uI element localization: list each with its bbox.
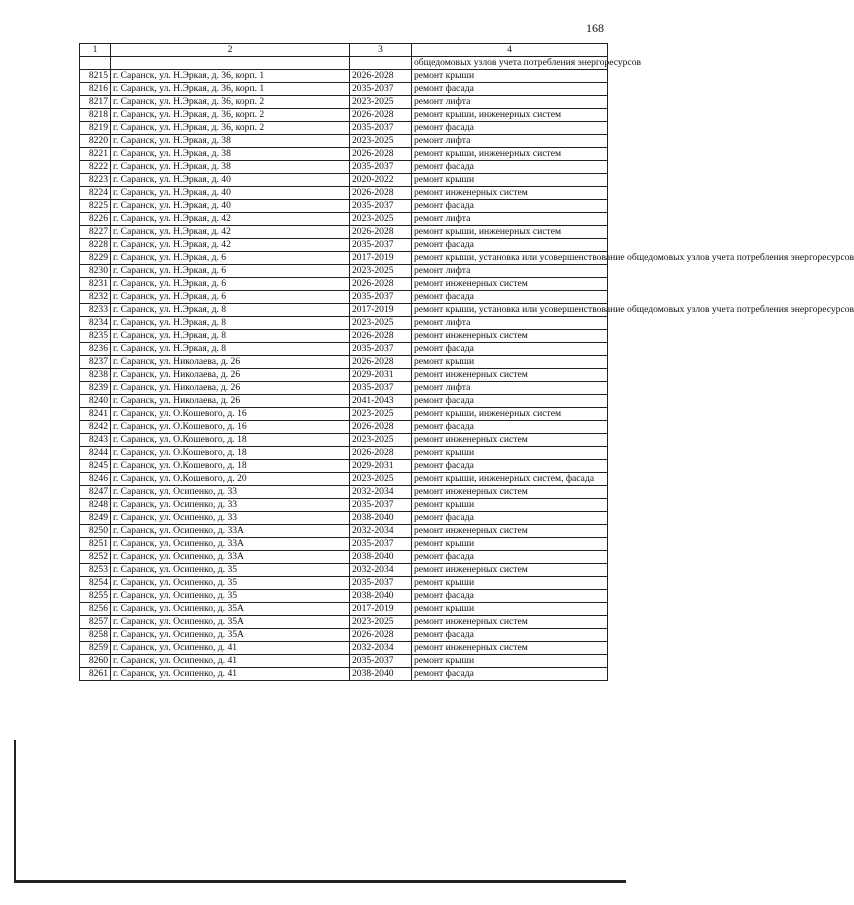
row-work-type: ремонт фасада (412, 291, 608, 304)
table-row (80, 655, 608, 668)
row-number: 8246 (80, 473, 111, 486)
row-number: 8252 (80, 551, 111, 564)
row-number: 8215 (80, 70, 111, 83)
row-address: г. Саранск, ул. Николаева, д. 26 (111, 369, 350, 382)
row-period: 2023-2025 (350, 265, 412, 278)
row-address: г. Саранск, ул. Н.Эркая, д. 6 (111, 291, 350, 304)
row-period: 2035-2037 (350, 382, 412, 395)
row-number: 8237 (80, 356, 111, 369)
row-number: 8220 (80, 135, 111, 148)
row-address: г. Саранск, ул. Н.Эркая, д. 6 (111, 265, 350, 278)
row-address: г. Саранск, ул. Н.Эркая, д. 38 (111, 161, 350, 174)
scan-edge-left (14, 740, 16, 883)
row-address: г. Саранск, ул. О.Кошевого, д. 16 (111, 408, 350, 421)
row-work-type: ремонт крыши, инженерных систем, фасада (412, 473, 608, 486)
row-work-type: ремонт фасада (412, 395, 608, 408)
row-number: 8228 (80, 239, 111, 252)
row-period: 2035-2037 (350, 161, 412, 174)
row-work-type: ремонт лифта (412, 213, 608, 226)
row-address: г. Саранск, ул. Осипенко, д. 33А (111, 551, 350, 564)
row-address: г. Саранск, ул. Осипенко, д. 33 (111, 486, 350, 499)
row-work-type: ремонт фасада (412, 239, 608, 252)
row-address: г. Саранск, ул. Н.Эркая, д. 42 (111, 213, 350, 226)
row-number: 8234 (80, 317, 111, 330)
row-work-type: ремонт крыши, инженерных систем (412, 109, 608, 122)
row-address: г. Саранск, ул. Осипенко, д. 41 (111, 655, 350, 668)
table-row (80, 109, 608, 122)
row-work-type: ремонт фасада (412, 668, 608, 681)
row-work-type: ремонт крыши (412, 447, 608, 460)
row-number: 8221 (80, 148, 111, 161)
row-address: г. Саранск, ул. Н.Эркая, д. 8 (111, 304, 350, 317)
table-row (80, 304, 608, 317)
row-period: 2038-2040 (350, 668, 412, 681)
row-work-type: ремонт крыши, установка или усовершенствование общедомовых узлов учета потребления энергоресурсов (412, 304, 608, 317)
row-address: г. Саранск, ул. Николаева, д. 26 (111, 382, 350, 395)
table-row (80, 70, 608, 83)
row-address: г. Саранск, ул. Н.Эркая, д. 40 (111, 187, 350, 200)
row-work-type: ремонт лифта (412, 135, 608, 148)
row-work-type: ремонт фасада (412, 551, 608, 564)
row-number: 8255 (80, 590, 111, 603)
row-work-type: ремонт лифта (412, 96, 608, 109)
row-address: г. Саранск, ул. Н.Эркая, д. 8 (111, 330, 350, 343)
row-address: г. Саранск, ул. Осипенко, д. 35 (111, 590, 350, 603)
row-period: 2035-2037 (350, 239, 412, 252)
row-address: г. Саранск, ул. Н.Эркая, д. 36, корп. 1 (111, 70, 350, 83)
row-work-type: ремонт лифта (412, 317, 608, 330)
row-number: 8245 (80, 460, 111, 473)
table-row (80, 96, 608, 109)
scan-edge-bottom (14, 880, 626, 883)
row-number: 8241 (80, 408, 111, 421)
row-period: 2023-2025 (350, 434, 412, 447)
table-row (80, 629, 608, 642)
row-address: г. Саранск, ул. Осипенко, д. 35А (111, 603, 350, 616)
row-work-type: ремонт лифта (412, 382, 608, 395)
row-number: 8247 (80, 486, 111, 499)
row-address: г. Саранск, ул. Н.Эркая, д. 36, корп. 2 (111, 122, 350, 135)
row-work-type: ремонт крыши (412, 577, 608, 590)
table-row (80, 577, 608, 590)
row-address: г. Саранск, ул. О.Кошевого, д. 18 (111, 460, 350, 473)
row-address: г. Саранск, ул. Осипенко, д. 35А (111, 629, 350, 642)
table-row (80, 135, 608, 148)
row-address: г. Саранск, ул. Н.Эркая, д. 8 (111, 317, 350, 330)
row-period: 2029-2031 (350, 460, 412, 473)
row-address: г. Саранск, ул. Николаева, д. 26 (111, 356, 350, 369)
table-row (80, 473, 608, 486)
table-row (80, 525, 608, 538)
table-row (80, 616, 608, 629)
table-row (80, 590, 608, 603)
row-number: 8257 (80, 616, 111, 629)
row-number (80, 57, 111, 70)
table-row (80, 421, 608, 434)
row-work-type: ремонт инженерных систем (412, 434, 608, 447)
row-period: 2035-2037 (350, 83, 412, 96)
row-number: 8242 (80, 421, 111, 434)
row-number: 8218 (80, 109, 111, 122)
row-number: 8217 (80, 96, 111, 109)
row-work-type: ремонт инженерных систем (412, 525, 608, 538)
row-address: г. Саранск, ул. Н.Эркая, д. 36, корп. 2 (111, 109, 350, 122)
row-number: 8260 (80, 655, 111, 668)
row-address: г. Саранск, ул. Осипенко, д. 33 (111, 512, 350, 525)
table-row (80, 57, 608, 70)
table-row (80, 252, 608, 265)
row-work-type: ремонт фасада (412, 512, 608, 525)
row-period: 2023-2025 (350, 317, 412, 330)
capital-repair-table (79, 43, 854, 681)
row-number: 8240 (80, 395, 111, 408)
row-work-type: ремонт крыши (412, 603, 608, 616)
table-row (80, 291, 608, 304)
table-row (80, 265, 608, 278)
row-period: 2038-2040 (350, 551, 412, 564)
table-row (80, 278, 608, 291)
row-address: г. Саранск, ул. Осипенко, д. 35А (111, 616, 350, 629)
row-work-type: ремонт крыши, инженерных систем (412, 408, 608, 421)
row-number: 8222 (80, 161, 111, 174)
table-row (80, 499, 608, 512)
table-row (80, 174, 608, 187)
row-address: г. Саранск, ул. Осипенко, д. 33А (111, 538, 350, 551)
table-row (80, 239, 608, 252)
row-period: 2038-2040 (350, 590, 412, 603)
row-number: 8232 (80, 291, 111, 304)
row-period: 2023-2025 (350, 96, 412, 109)
row-work-type: ремонт инженерных систем (412, 486, 608, 499)
row-number: 8229 (80, 252, 111, 265)
table-row (80, 551, 608, 564)
row-address: г. Саранск, ул. Н.Эркая, д. 38 (111, 135, 350, 148)
row-work-type: ремонт инженерных систем (412, 369, 608, 382)
row-address: г. Саранск, ул. Н.Эркая, д. 40 (111, 200, 350, 213)
header-col-3: 3 (350, 44, 412, 57)
row-period: 2026-2028 (350, 226, 412, 239)
row-number: 8253 (80, 564, 111, 577)
row-work-type: ремонт инженерных систем (412, 616, 608, 629)
row-work-type: ремонт инженерных систем (412, 564, 608, 577)
row-work-type: ремонт крыши, установка или усовершенствование общедомовых узлов учета потребления энергоресурсов (412, 252, 608, 265)
header-col-4: 4 (412, 44, 608, 57)
row-period: 2017-2019 (350, 304, 412, 317)
row-address: г. Саранск, ул. Осипенко, д. 41 (111, 642, 350, 655)
row-period: 2029-2031 (350, 369, 412, 382)
row-work-type: ремонт инженерных систем (412, 642, 608, 655)
row-number: 8248 (80, 499, 111, 512)
table-row (80, 382, 608, 395)
row-address: г. Саранск, ул. Осипенко, д. 33 (111, 499, 350, 512)
row-number: 8258 (80, 629, 111, 642)
row-work-type: ремонт фасада (412, 122, 608, 135)
row-address: г. Саранск, ул. О.Кошевого, д. 20 (111, 473, 350, 486)
row-number: 8230 (80, 265, 111, 278)
header-row (80, 44, 608, 57)
row-address: г. Саранск, ул. Н.Эркая, д. 36, корп. 1 (111, 83, 350, 96)
row-work-type: ремонт крыши, инженерных систем (412, 148, 608, 161)
table-row (80, 668, 608, 681)
row-work-type: ремонт инженерных систем (412, 278, 608, 291)
row-period: 2035-2037 (350, 291, 412, 304)
row-address: г. Саранск, ул. Осипенко, д. 35 (111, 564, 350, 577)
header-col-1: 1 (80, 44, 111, 57)
row-number: 8227 (80, 226, 111, 239)
row-address: г. Саранск, ул. Осипенко, д. 41 (111, 668, 350, 681)
row-number: 8226 (80, 213, 111, 226)
row-number: 8236 (80, 343, 111, 356)
row-number: 8223 (80, 174, 111, 187)
row-period: 2017-2019 (350, 252, 412, 265)
page-number: 168 (586, 21, 604, 35)
table-row (80, 538, 608, 551)
row-address: г. Саранск, ул. Н.Эркая, д. 42 (111, 239, 350, 252)
row-address: г. Саранск, ул. О.Кошевого, д. 18 (111, 447, 350, 460)
row-period: 2035-2037 (350, 655, 412, 668)
row-work-type: ремонт фасада (412, 161, 608, 174)
row-period: 2035-2037 (350, 577, 412, 590)
row-work-type: ремонт фасада (412, 460, 608, 473)
table-row (80, 434, 608, 447)
row-address: г. Саранск, ул. Н.Эркая, д. 6 (111, 278, 350, 291)
row-number: 8254 (80, 577, 111, 590)
row-period: 2035-2037 (350, 200, 412, 213)
row-address: г. Саранск, ул. Н.Эркая, д. 42 (111, 226, 350, 239)
table-row (80, 187, 608, 200)
row-work-type: общедомовых узлов учета потребления энергоресурсов (412, 57, 608, 70)
row-work-type: ремонт фасада (412, 200, 608, 213)
row-period: 2017-2019 (350, 603, 412, 616)
row-number: 8235 (80, 330, 111, 343)
table-row (80, 83, 608, 96)
row-address: г. Саранск, ул. О.Кошевого, д. 16 (111, 421, 350, 434)
row-number: 8250 (80, 525, 111, 538)
row-work-type: ремонт крыши (412, 499, 608, 512)
table-row (80, 603, 608, 616)
row-period: 2026-2028 (350, 629, 412, 642)
table-row (80, 408, 608, 421)
row-number: 8239 (80, 382, 111, 395)
row-work-type: ремонт крыши (412, 356, 608, 369)
row-period: 2041-2043 (350, 395, 412, 408)
row-period: 2023-2025 (350, 616, 412, 629)
row-period: 2023-2025 (350, 135, 412, 148)
table-row (80, 226, 608, 239)
row-work-type: ремонт крыши (412, 655, 608, 668)
row-address: г. Саранск, ул. Н.Эркая, д. 38 (111, 148, 350, 161)
row-work-type: ремонт фасада (412, 629, 608, 642)
table-row (80, 356, 608, 369)
row-number: 8233 (80, 304, 111, 317)
row-period: 2035-2037 (350, 499, 412, 512)
table-row (80, 317, 608, 330)
table-row (80, 213, 608, 226)
row-address (111, 57, 350, 70)
row-period: 2026-2028 (350, 187, 412, 200)
row-period: 2032-2034 (350, 564, 412, 577)
table-row (80, 460, 608, 473)
table-row (80, 161, 608, 174)
row-number: 8249 (80, 512, 111, 525)
row-number: 8216 (80, 83, 111, 96)
table-row (80, 395, 608, 408)
row-period: 2020-2022 (350, 174, 412, 187)
row-number: 8256 (80, 603, 111, 616)
row-period: 2032-2034 (350, 486, 412, 499)
header-col-2: 2 (111, 44, 350, 57)
row-address: г. Саранск, ул. Н.Эркая, д. 6 (111, 252, 350, 265)
row-address: г. Саранск, ул. Осипенко, д. 33А (111, 525, 350, 538)
row-period (350, 57, 412, 70)
row-period: 2035-2037 (350, 343, 412, 356)
row-period: 2026-2028 (350, 109, 412, 122)
row-work-type: ремонт крыши (412, 70, 608, 83)
row-work-type: ремонт фасада (412, 421, 608, 434)
table-row (80, 564, 608, 577)
row-period: 2023-2025 (350, 473, 412, 486)
row-work-type: ремонт инженерных систем (412, 330, 608, 343)
row-number: 8251 (80, 538, 111, 551)
row-period: 2026-2028 (350, 70, 412, 83)
row-address: г. Саранск, ул. Н.Эркая, д. 36, корп. 2 (111, 96, 350, 109)
row-work-type: ремонт фасада (412, 343, 608, 356)
table-row (80, 447, 608, 460)
table-row (80, 200, 608, 213)
row-number: 8224 (80, 187, 111, 200)
row-address: г. Саранск, ул. Николаева, д. 26 (111, 395, 350, 408)
table-row (80, 148, 608, 161)
row-address: г. Саранск, ул. Осипенко, д. 35 (111, 577, 350, 590)
row-work-type: ремонт инженерных систем (412, 187, 608, 200)
row-period: 2038-2040 (350, 512, 412, 525)
row-period: 2026-2028 (350, 148, 412, 161)
row-number: 8259 (80, 642, 111, 655)
row-period: 2026-2028 (350, 421, 412, 434)
row-period: 2023-2025 (350, 408, 412, 421)
row-number: 8243 (80, 434, 111, 447)
row-work-type: ремонт фасада (412, 590, 608, 603)
row-number: 8238 (80, 369, 111, 382)
table-row (80, 330, 608, 343)
row-address: г. Саранск, ул. Н.Эркая, д. 40 (111, 174, 350, 187)
row-number: 8244 (80, 447, 111, 460)
table-row (80, 642, 608, 655)
table-row (80, 486, 608, 499)
row-work-type: ремонт лифта (412, 265, 608, 278)
row-number: 8219 (80, 122, 111, 135)
row-number: 8225 (80, 200, 111, 213)
row-number: 8231 (80, 278, 111, 291)
row-period: 2035-2037 (350, 538, 412, 551)
row-period: 2026-2028 (350, 330, 412, 343)
row-period: 2023-2025 (350, 213, 412, 226)
row-work-type: ремонт фасада (412, 83, 608, 96)
table-row (80, 122, 608, 135)
row-number: 8261 (80, 668, 111, 681)
row-period: 2026-2028 (350, 356, 412, 369)
table-row (80, 343, 608, 356)
table-row (80, 512, 608, 525)
row-address: г. Саранск, ул. О.Кошевого, д. 18 (111, 434, 350, 447)
row-period: 2032-2034 (350, 525, 412, 538)
row-period: 2032-2034 (350, 642, 412, 655)
row-address: г. Саранск, ул. Н.Эркая, д. 8 (111, 343, 350, 356)
row-work-type: ремонт крыши, инженерных систем (412, 226, 608, 239)
row-period: 2026-2028 (350, 447, 412, 460)
row-work-type: ремонт крыши (412, 174, 608, 187)
row-period: 2035-2037 (350, 122, 412, 135)
row-period: 2026-2028 (350, 278, 412, 291)
row-work-type: ремонт крыши (412, 538, 608, 551)
table-row (80, 369, 608, 382)
